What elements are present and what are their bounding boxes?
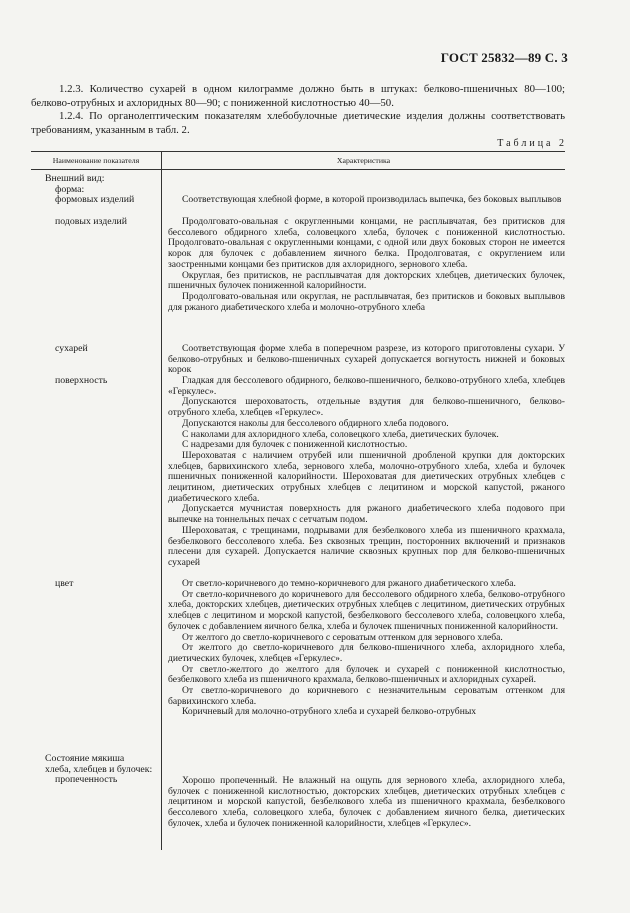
cell-baked: Хорошо пропеченный. Не влажный на ощупь для зернового хлеба, ахлоридного хлеба, булочек с пониженной кислотностью, докторских хлебцев, диетических отрубных хлебцев с лецитином и морской капустой, безбелкового хлеба из пшеничного крахмала, безбелкового бессолевого хлеба, соловецкого хлеба, булочек с добавлением яичного белка, диетических булочек, хлеба и булочек пониженной калорийности, хлебцев «Геркулес». <box>168 775 565 829</box>
table-body <box>31 170 565 850</box>
row-label-surface: поверхность <box>55 375 108 386</box>
column-header-indicator: Наименование показателя <box>31 152 162 169</box>
cell-surface: Гладкая для бессолевого обдирного, белково-пшеничного, белково-отрубного хлеба, хлебцев «Геркулес». Допускаются шероховатость, отдельные вздутия для белково-пшеничного, белково-отрубного хлеба, хлебцев «Геркулес». Допускаются наколы для бессолевого обдирного хлеба подового. С наколами для ахлоридного хлеба, соловецкого хлеба, диетических булочек. С надрезами для булочек с пониженной кислотностью. Шероховатая с наличием отрубей или пшеничной дробленой крупки для докторских хлебцев, барвихинского хлеба, зернового хлеба, молочно-отрубного хлеба, хлеба и булочек пшеничных пониженной калорийности. Шероховатая для диетических отрубных хлебцев с лецитином, диетических отрубных хлебцев с лецитином и морской капустой, ржаного диабетического хлеба. Допускается мучнистая поверхность для ржаного диабетического хлеба подового при выпечке на тоннельных печах с сетчатым подом. Шероховатая, с трещинами, подрывами для безбелкового хлеба из пшеничного крахмала, безбелкового бессолевого хлеба. Без сквозных трещин, посторонних включений и признаков плесени для сухарей. Допускается наличие сквозных крупных пор для белково-пшеничных сухарей <box>168 375 565 568</box>
row-label-appearance: Внешний вид: форма: формовых изделий <box>45 173 135 206</box>
cell-hearth: Продолговато-овальная с округленными концами, не расплывчатая, без притисков для бессолевого обдирного хлеба, соловецкого хлеба, булочек с пониженной кислотностью. Продолговато-овальная с округленными концами, с одной или двух боковых сторон не имеется корок для булочек с добавлением яичного белка. Продолговатая, с округлением или заостренными концами без притисков для ахлоридного, зернового хлеба. Округлая, без притисков, не расплывчатая для докторских хлебцев, диетических булочек, пшеничных булочек пониженной калорийности. Продолговато-овальная или округлая, не расплывчатая, без притисков и боковых выплывов для ржаного диабетического хлеба и молочно-отрубного хлеба <box>168 216 565 313</box>
cell-rusks: Соответствующая форме хлеба в поперечном разрезе, из которого приготовлены сухари. У белково-отрубных и белково-пшеничных сухарей допускается вогнутость нижней и боковых корок <box>168 343 565 376</box>
table-header <box>31 152 565 170</box>
cell-mold: Соответствующая хлебной форме, в которой производилась выпечка, без боковых выплывов <box>182 194 562 205</box>
page-header: ГОСТ 25832—89 С. 3 <box>440 50 568 65</box>
column-divider <box>161 170 162 850</box>
row-label-hearth: подовых изделий <box>55 216 127 227</box>
row-label-rusks: сухарей <box>55 343 88 354</box>
paragraph-1-2-3: 1.2.3. Количество сухарей в одном килограмме должно быть в штуках: белково-пшеничных 80—100; белково-отрубных и ахлоридных 80—90; с пониженной кислотностью 40—50. <box>31 83 565 109</box>
row-label-crumb: Состояние мякиша хлеба, хлебцев и булочек: пропеченность <box>45 753 153 786</box>
cell-color: От светло-коричневого до темно-коричневого для ржаного диабетического хлеба. От светло-коричневого до коричневого для бессолевого обдирного хлеба, белково-отрубного хлеба, докторских хлебцев, диетических отрубных хлебцев с лецитином, диетических отрубных хлебцев с лецитином и морской капустой, безбелкового бессолевого хлеба, соловецкого хлеба, булочек с добавлением яичного белка, хлеба и булочек пшеничных пониженной калорийности. От желтого до светло-коричневого с сероватым оттенком для зернового хлеба. От желтого до светло-коричневого для белково-пшеничного хлеба, ахлоридного хлеба, диетических булочек, хлебцев «Геркулес». От светло-желтого до желтого для булочек и сухарей с пониженной кислотностью, безбелкового хлеба из пшеничного крахмала, белково-пшеничных и ахлоридных сухарей. От светло-коричневого до коричневого с незначительным сероватым оттенком для барвихинского хлеба. Коричневый для молочно-отрубного хлеба и сухарей белково-отрубных <box>168 578 565 718</box>
intro-text <box>31 83 565 137</box>
paragraph-1-2-4: 1.2.4. По органолептическим показателям хлебобулочные диетические изделия должны соответствовать требованиям, указанным в табл. 2. <box>31 110 565 136</box>
table-2 <box>31 151 565 850</box>
row-label-color: цвет <box>55 578 74 589</box>
column-header-characteristic: Характеристика <box>336 156 391 165</box>
table-caption: Таблица 2 <box>497 138 567 149</box>
